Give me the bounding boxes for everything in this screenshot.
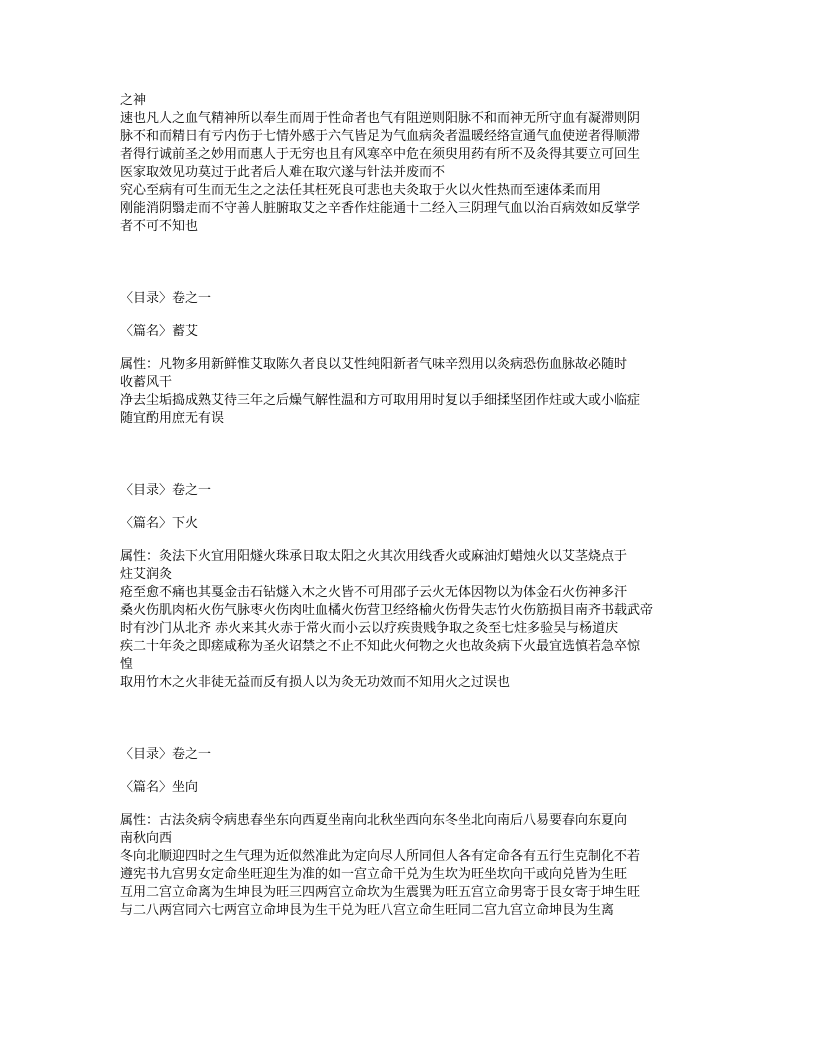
section-zuo-xiang — [120, 746, 700, 920]
catalog-heading: 〈目录〉卷之一 — [120, 483, 212, 498]
text-line: 惶 — [120, 657, 134, 672]
text-line: 刚能消阴翳走而不守善人脏腑取艾之辛香作炷能通十二经入三阴理气血以治百病效如反掌学 — [120, 201, 641, 216]
text-line: 时有沙门从北齐 赤火来其火赤于常火而小云以疗疾贵贱争取之灸至七炷多验吴与杨道庆 — [120, 621, 619, 636]
text-line: 者不可不知也 — [120, 219, 199, 234]
section-xu-ai — [120, 290, 700, 428]
catalog-heading: 〈目录〉卷之一 — [120, 747, 212, 762]
text-line: 桑火伤肌肉柘火伤气脉枣火伤肉吐血橘火伤营卫经络榆火伤骨失志竹火伤筋损目南齐书载武帝 — [120, 603, 654, 618]
text-line: 属性：古法灸病令病患春坐东向西夏坐南向北秋坐西向东冬坐北向南后八易要春向东夏向 — [120, 813, 628, 828]
text-line: 随宜酌用庶无有误 — [120, 411, 225, 426]
text-line: 遵宪书九宫男女定命坐旺迎生为准的如一宫立命干兑为生坎为旺坐坎向干或向兑皆为生旺 — [120, 867, 628, 882]
intro-block — [120, 92, 700, 236]
text-line: 之神 — [120, 93, 147, 108]
text-line: 收蓄风干 — [120, 375, 173, 390]
document-page — [120, 92, 700, 920]
text-line: 互用二宫立命离为生坤艮为旺三四两宫立命坎为生震巽为旺五宫立命男寄于艮女寄于坤生旺 — [120, 885, 641, 900]
section-title: 〈篇名〉下火 — [120, 516, 199, 531]
text-line: 属性：灸法下火宜用阳燧火珠承日取太阳之火其次用线香火或麻油灯蜡烛火以艾茎烧点于 — [120, 549, 628, 564]
text-line: 冬向北顺迎四时之生气理为近似然准此为定向尽人所同但人各有定命各有五行生克制化不若 — [120, 849, 641, 864]
text-line: 取用竹木之火非徒无益而反有损人以为灸无功效而不知用火之过误也 — [120, 675, 511, 690]
catalog-heading: 〈目录〉卷之一 — [120, 291, 212, 306]
text-line: 南秋向西 — [120, 831, 173, 846]
text-line: 属性：凡物多用新鲜惟艾取陈久者良以艾性纯阳新者气味辛烈用以灸病恐伤血脉故必随时 — [120, 357, 628, 372]
section-xia-huo — [120, 482, 700, 692]
text-line: 炷艾润灸 — [120, 567, 173, 582]
text-line: 与二八两宫同六七两宫立命坤艮为生干兑为旺八宫立命生旺同二宫九宫立命坤艮为生离 — [120, 903, 615, 918]
text-line: 疾二十年灸之即瘥咸称为圣火诏禁之不止不知此火何物之火也故灸病下火最宜选慎若急卒惊 — [120, 639, 641, 654]
text-line: 者得行诚前圣之妙用而惠人于无穷也且有风寒卒中危在须臾用药有所不及灸得其要立可回生 — [120, 147, 641, 162]
text-line: 医家取效见功莫过于此者后人难在取穴遂与针法并废而不 — [120, 165, 446, 180]
section-title: 〈篇名〉坐向 — [120, 780, 199, 795]
text-line: 究心至病有可生而无生之之法任其枉死良可悲也夫灸取于火以火性热而至速体柔而用 — [120, 183, 602, 198]
text-line: 速也凡人之血气精神所以奉生而周于性命者也气有阻逆则阳脉不和而神无所守血有凝滞则阴 — [120, 111, 641, 126]
text-line: 疮至愈不痛也其戛金击石钻燧入木之火皆不可用邵子云火无体因物以为体金石火伤神多汗 — [120, 585, 628, 600]
text-line: 净去尘垢捣成熟艾待三年之后燥气解性温和方可取用用时复以手细揉坚团作炷或大或小临症 — [120, 393, 641, 408]
text-line: 脉不和而精日有亏内伤于七情外感于六气皆足为气血病灸者温暖经络宣通气血使逆者得顺滞 — [120, 129, 641, 144]
section-title: 〈篇名〉蓄艾 — [120, 324, 199, 339]
